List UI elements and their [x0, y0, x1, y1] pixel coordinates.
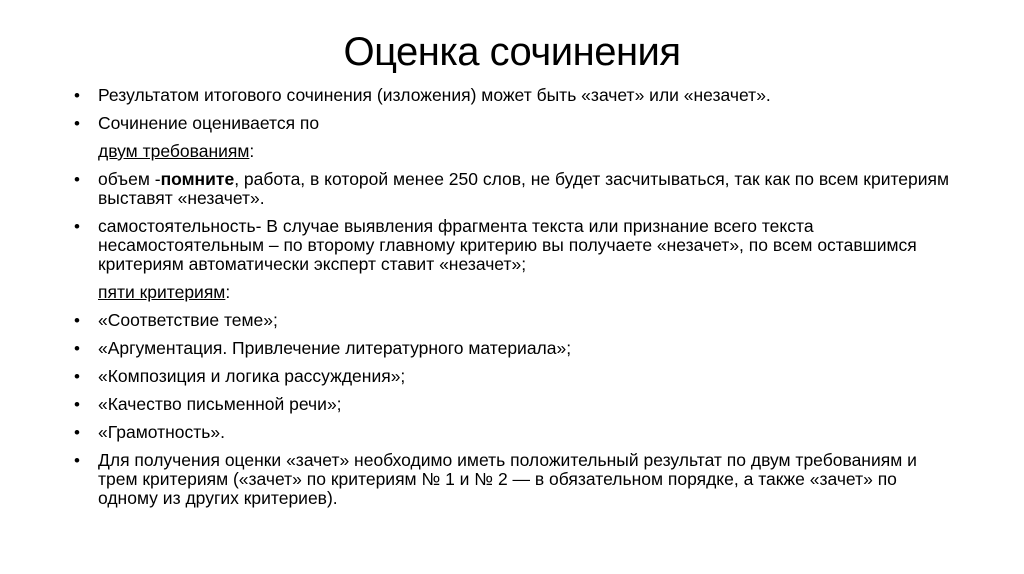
- item-text-b: , работа, в которой менее 250 слов, не будет засчитываться, так как по всем критериям выставят «незачет».: [98, 169, 950, 208]
- slide-title: Оценка сочинения: [343, 30, 681, 74]
- list-item: [72, 395, 952, 414]
- bullet-icon: •: [74, 170, 80, 189]
- item-text: «Соответствие теме»;: [98, 310, 278, 330]
- bullet-icon: •: [74, 339, 80, 358]
- sub-heading-text: пяти критериям: [98, 282, 226, 302]
- bullet-icon: •: [74, 217, 80, 236]
- sub-heading: [72, 142, 952, 161]
- bullet-icon: •: [74, 423, 80, 442]
- item-text-bold: помните: [160, 169, 235, 189]
- list-item: [72, 367, 952, 386]
- sub-heading-colon: :: [225, 282, 231, 302]
- sub-heading-colon: :: [249, 141, 255, 161]
- bullet-icon: •: [74, 86, 80, 105]
- list-item: [72, 86, 952, 105]
- list-item: [72, 311, 952, 330]
- sub-heading-text: двум требованиям: [98, 141, 250, 161]
- list-item: [72, 423, 952, 442]
- bullet-icon: •: [74, 114, 80, 133]
- item-text: «Композиция и логика рассуждения»;: [98, 366, 406, 386]
- item-text: «Грамотность».: [98, 422, 225, 442]
- item-text-a: объем -: [98, 169, 161, 189]
- slide-content: [72, 86, 952, 508]
- bullet-icon: •: [74, 451, 80, 470]
- bullet-icon: •: [74, 311, 80, 330]
- list-item: [72, 339, 952, 358]
- sub-heading: [72, 283, 952, 302]
- list-item: [72, 217, 952, 274]
- item-text: Результатом итогового сочинения (изложения) может быть «зачет» или «незачет».: [98, 85, 771, 105]
- item-text: «Аргументация. Привлечение литературного материала»;: [98, 338, 572, 358]
- bullet-icon: •: [74, 367, 80, 386]
- item-text: Сочинение оценивается по: [98, 113, 320, 133]
- list-item: [72, 170, 952, 208]
- bullet-icon: •: [74, 395, 80, 414]
- item-text: Для получения оценки «зачет» необходимо иметь положительный результат по двум требованиям и трем критериям («зачет» по критериям № 1 и № 2 — в обязательном порядке, а также «зачет» по одному из других критериев).: [98, 450, 917, 508]
- list-item: [72, 114, 952, 133]
- item-text: «Качество письменной речи»;: [98, 394, 342, 414]
- item-text: самостоятельность- В случае выявления фрагмента текста или признание всего текста несамостоятельным – по второму главному критерию вы получаете «незачет», по всем оставшимся критериям автоматически эксперт ставит «незачет»;: [98, 216, 917, 274]
- list-item: [72, 451, 952, 508]
